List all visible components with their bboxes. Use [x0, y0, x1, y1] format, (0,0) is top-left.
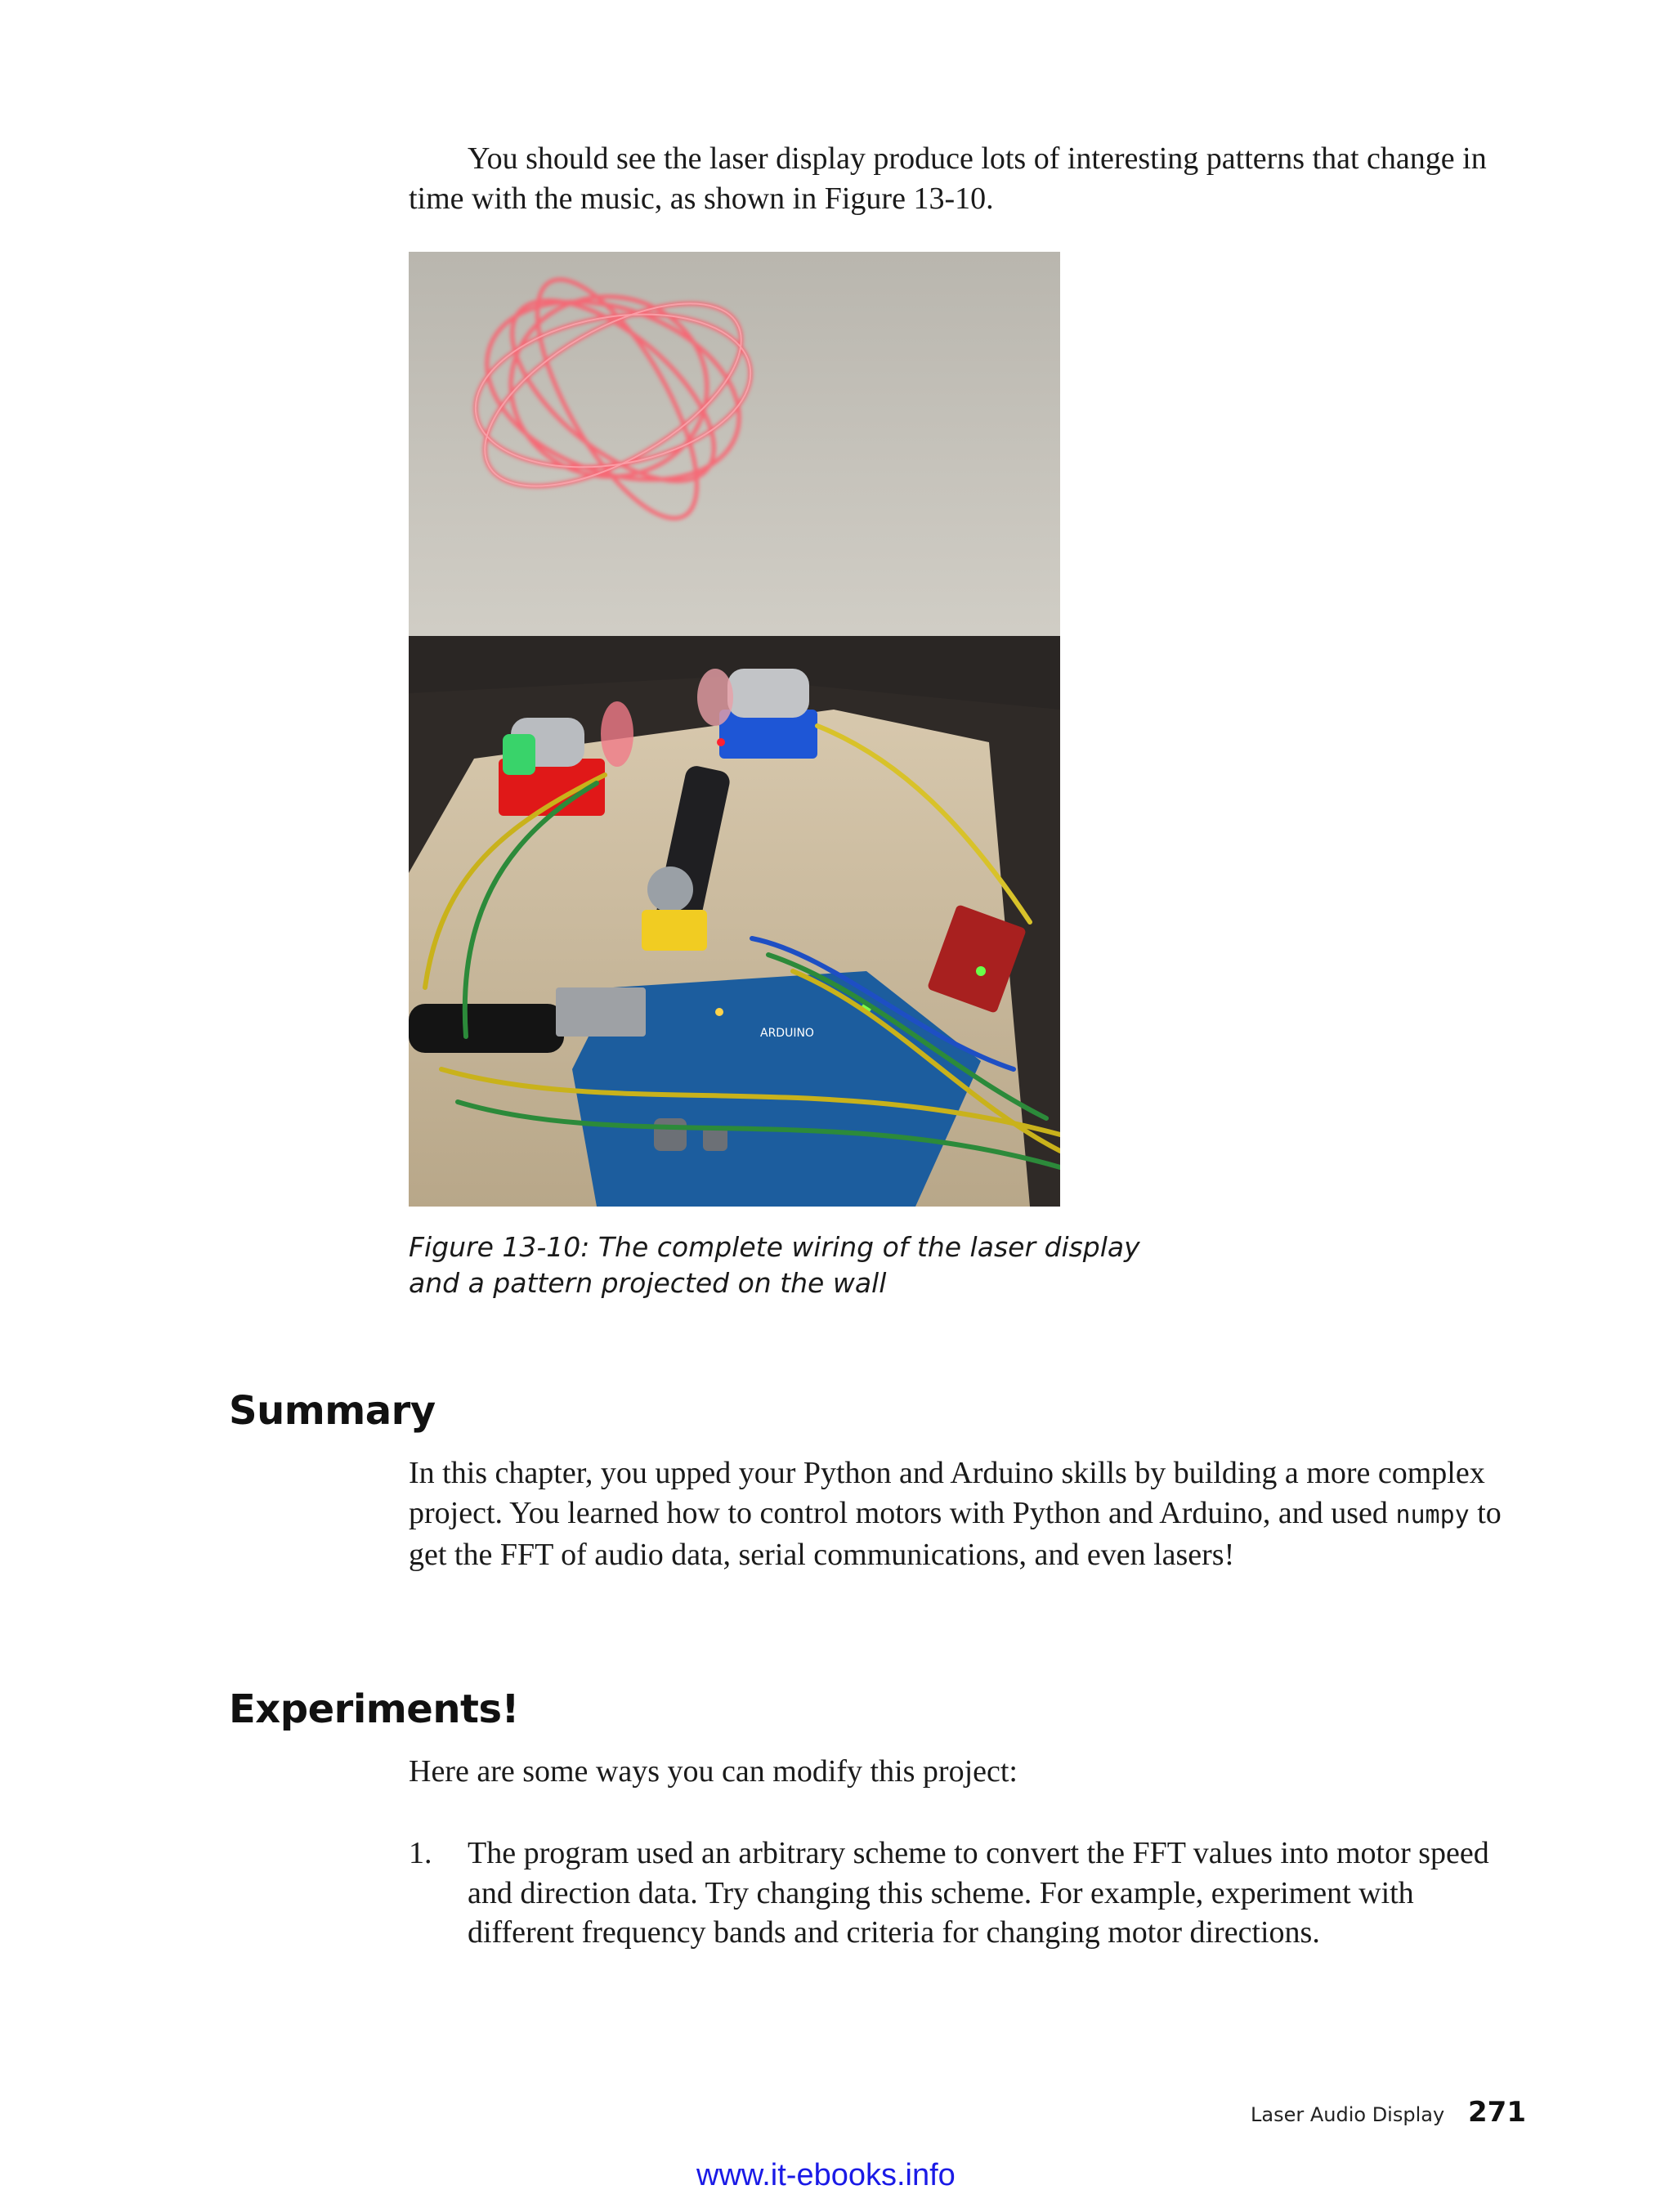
summary-text-1: In this chapter, you upped your Python and Arduino skills by building a more complex project. You learned how to control motors with Python and Arduino, and used	[409, 1456, 1485, 1530]
arduino-label: ARDUINO	[760, 1027, 814, 1040]
summary-paragraph	[409, 1453, 1520, 1575]
experiments-intro: Here are some ways you can modify this project:	[409, 1754, 1018, 1789]
watermark-link[interactable]: www.it-ebooks.info	[696, 2158, 956, 2192]
running-footer-title: Laser Audio Display	[1251, 2103, 1445, 2126]
caption-line-1: Figure 13-10: The complete wiring of the laser display	[409, 1231, 1140, 1263]
figure-caption	[409, 1229, 1144, 1301]
page-number: 271	[1468, 2096, 1526, 2129]
caption-line-2: and a pattern projected on the wall	[409, 1267, 887, 1299]
figure-photo	[409, 252, 1060, 1207]
experiments-heading: Experiments!	[229, 1686, 519, 1732]
summary-text-2: to get the FFT of audio data, serial communications, and even lasers!	[409, 1495, 1502, 1572]
intro-paragraph: You should see the laser display produce lots of interesting patterns that change in time with the music, as shown in Figure 13-10.	[409, 141, 1487, 216]
list-item-number: 1.	[409, 1836, 432, 1870]
numpy-code: numpy	[1395, 1500, 1470, 1529]
summary-heading: Summary	[229, 1388, 436, 1434]
list-item-text: The program used an arbitrary scheme to convert the FFT values into motor speed and direction data. Try changing this scheme. For example, experiment with different frequency bands and criteria for changing motor directions.	[468, 1836, 1489, 1950]
